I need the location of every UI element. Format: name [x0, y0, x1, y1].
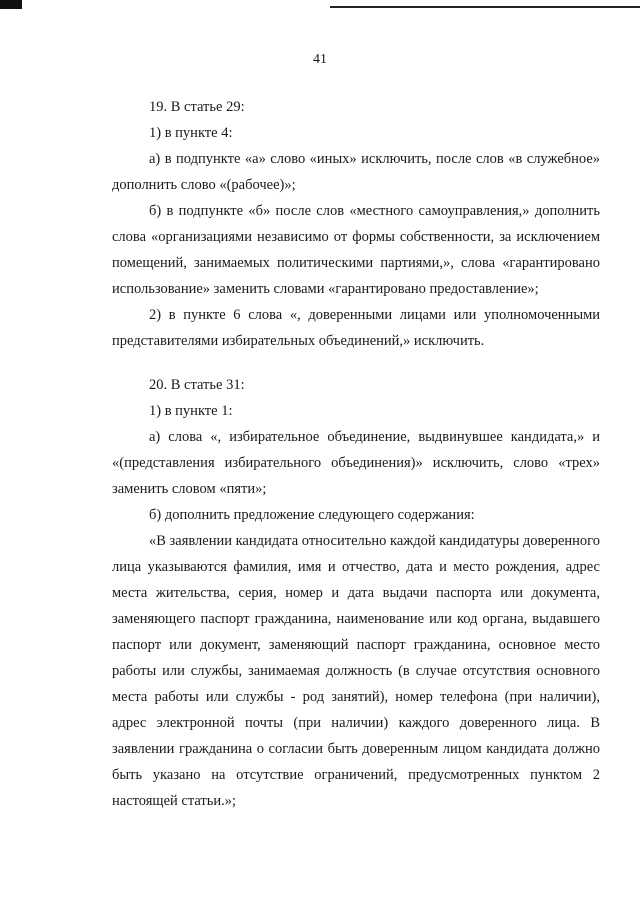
item-1-heading: 1) в пункте 4: — [149, 125, 233, 141]
scan-mark — [0, 0, 22, 9]
quoted-addition: «В заявлении кандидата относительно каждой кандидатуры доверенного лица указываются фамилия, имя и отчество, дата и место рождения, адрес места жительства, серия, номер и дата выдачи паспорта или документа, заменяющего паспорт гражданина, наименование или код органа, выдавшего паспорт или документ, заменяющий паспорт гражданина, основное место работы или службы, занимаемая должность (в случае отсутствия основного места работы или службы - род занятий), номер телефона (при наличии), адрес электронной почты (при наличии) каждого доверенного лица. В заявлении гражданина о согласии быть доверенным лицом кандидата должно быть указано на отсутствие ограничений, предусмотренных пунктом 2 настоящей статьи.»; — [112, 533, 601, 809]
page-number: 41 — [313, 52, 327, 67]
subitem-a: а) слова «, избирательное объединение, выдвинувшее кандидата,» и «(представления избирательного объединения)» исключить, слово «трех» заменить словом «пяти»; — [112, 429, 600, 497]
item-1-heading: 1) в пункте 1: — [149, 403, 233, 419]
article-19-heading: 19. В статье 29: — [149, 99, 245, 115]
scan-edge-line — [330, 6, 640, 8]
item-2: 2) в пункте 6 слова «, доверенными лицами или уполномоченными представителями избирательных объединений,» исключить. — [112, 307, 600, 349]
subitem-b: б) в подпункте «б» после слов «местного самоуправления,» дополнить слова «организациями независимо от формы собственности, за исключением помещений, занимаемых политическими партиями,», слова «гарантировано использование» заменить словами «гарантировано предоставление»; — [112, 203, 600, 297]
document-body — [112, 94, 600, 814]
article-20-heading: 20. В статье 31: — [149, 377, 245, 393]
subitem-b: б) дополнить предложение следующего содержания: — [149, 507, 475, 523]
subitem-a: а) в подпункте «а» слово «иных» исключить, после слов «в служебное» дополнить слово «(рабочее)»; — [112, 151, 600, 193]
section-gap — [112, 354, 600, 372]
